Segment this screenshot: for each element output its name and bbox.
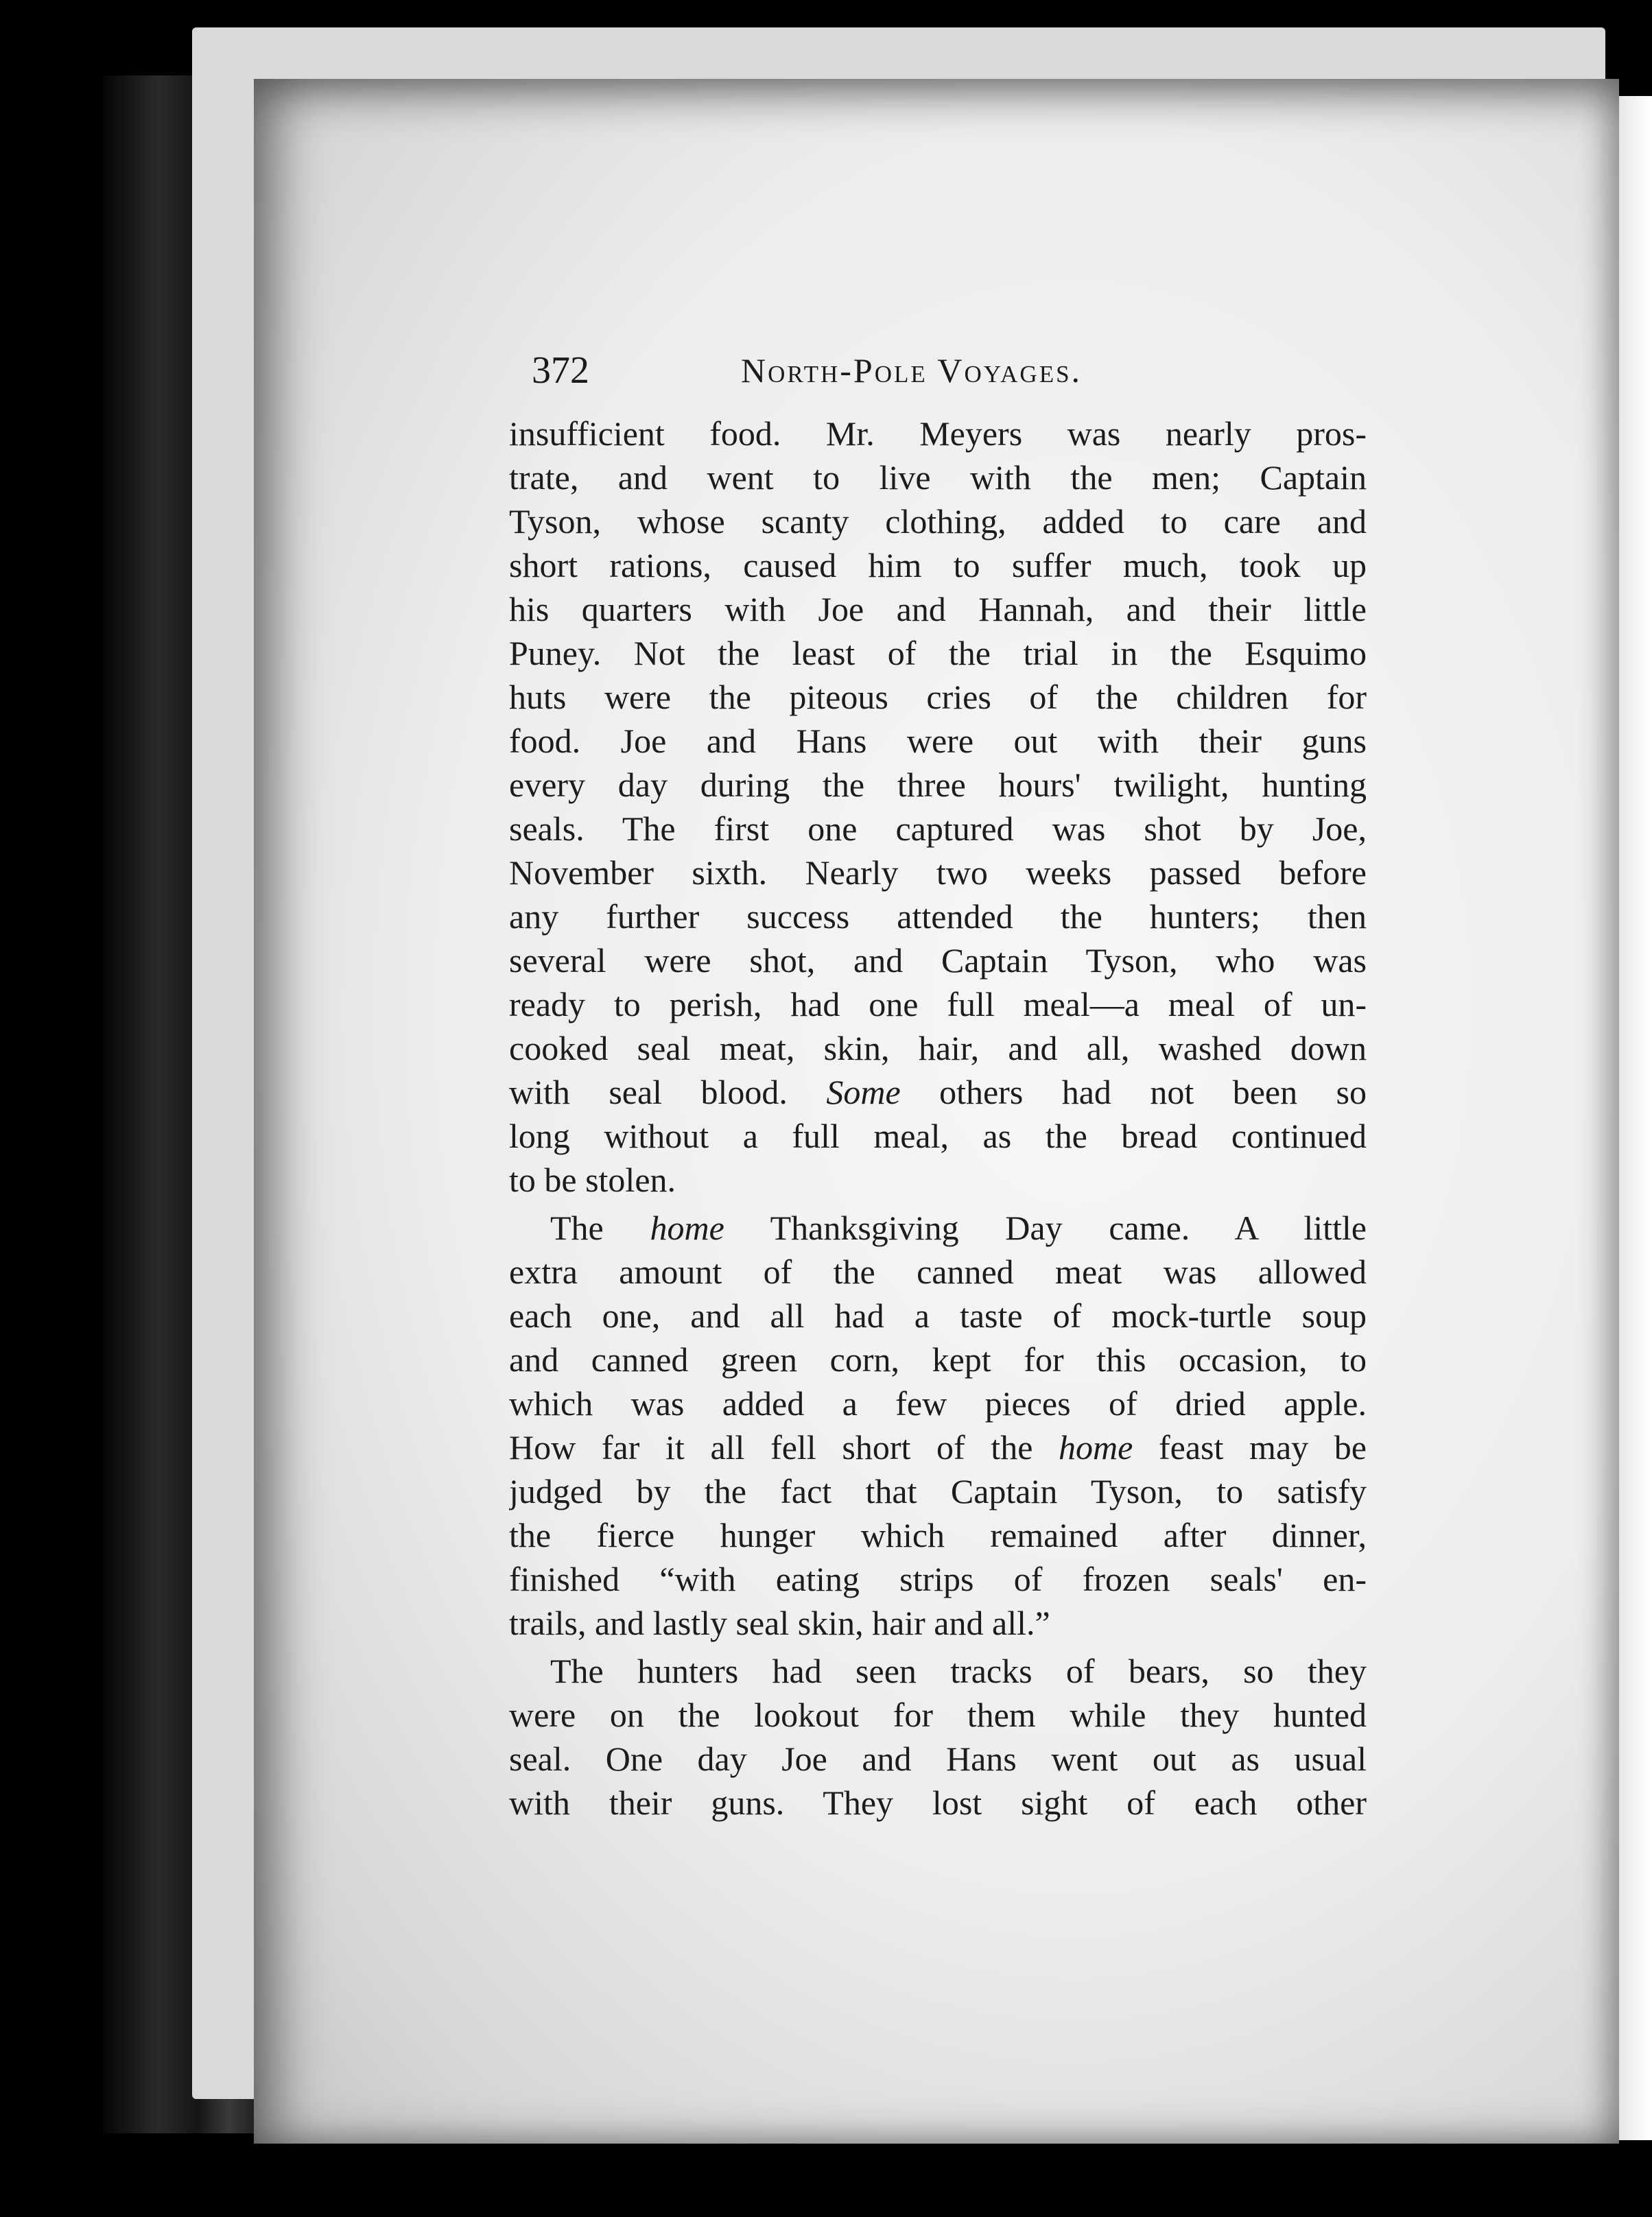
text-line: several were shot, and Captain Tyson, who was (509, 941, 1367, 980)
text-segment: Thanksgiving Day came. A little (724, 1209, 1367, 1247)
text-line: extra amount of the canned meat was allowed (509, 1253, 1367, 1291)
text-line: seal. One day Joe and Hans went out as usual (509, 1740, 1367, 1778)
text-line: any further success attended the hunters; then (509, 897, 1367, 936)
text-line: judged by the fact that Captain Tyson, to satisfy (509, 1472, 1367, 1510)
text-line: trate, and went to live with the men; Captain (509, 458, 1367, 497)
text-line: long without a full meal, as the bread continued (509, 1117, 1367, 1155)
text-line: finished “with eating strips of frozen seals' en- (509, 1560, 1367, 1598)
text-segment: others had not been so (900, 1073, 1367, 1111)
text-line: Puney. Not the least of the trial in the Esquimo (509, 634, 1367, 672)
text-line-with-italic (509, 1206, 1367, 1250)
text-line: each one, and all had a taste of mock-turtle soup (509, 1296, 1367, 1335)
text-line: huts were the piteous cries of the children for (509, 678, 1367, 716)
text-line: November sixth. Nearly two weeks passed before (509, 853, 1367, 892)
italic-word: home (1059, 1428, 1133, 1467)
italic-word: home (650, 1209, 724, 1247)
italic-word: Some (826, 1073, 901, 1111)
text-segment: How far it all fell short of the (509, 1428, 1059, 1467)
text-line: were on the lookout for them while they hunted (509, 1696, 1367, 1734)
text-line-with-italic (509, 1070, 1367, 1114)
text-line: food. Joe and Hans were out with their guns (509, 722, 1367, 760)
running-title: North-Pole Voyages. (741, 351, 1083, 390)
paragraph-2 (509, 1206, 1367, 1645)
text-line: cooked seal meat, skin, hair, and all, washed down (509, 1029, 1367, 1067)
paragraph-3 (509, 1649, 1367, 1825)
text-line: with their guns. They lost sight of each other (509, 1783, 1367, 1822)
text-line: every day during the three hours' twilight, hunting (509, 766, 1367, 804)
text-line: short rations, caused him to suffer much, took up (509, 546, 1367, 584)
running-header (532, 346, 1355, 394)
text-line: his quarters with Joe and Hannah, and their little (509, 590, 1367, 628)
text-line: seals. The first one captured was shot by Joe, (509, 809, 1367, 848)
text-line: insufficient food. Mr. Meyers was nearly pros- (509, 414, 1367, 453)
text-line: to be stolen. (509, 1161, 676, 1199)
text-line: the fierce hunger which remained after dinner, (509, 1516, 1367, 1554)
text-line: and canned green corn, kept for this occasion, to (509, 1340, 1367, 1379)
text-line: which was added a few pieces of dried apple. (509, 1384, 1367, 1423)
text-segment: The (550, 1209, 650, 1247)
page-number: 372 (532, 349, 589, 392)
text-segment: with seal blood. (509, 1073, 827, 1111)
text-line: ready to perish, had one full meal—a meal of un- (509, 985, 1367, 1023)
paragraph-1 (509, 412, 1367, 1202)
text-line: Tyson, whose scanty clothing, added to care and (509, 502, 1367, 541)
text-segment: feast may be (1133, 1428, 1367, 1467)
body-text (509, 412, 1367, 1886)
text-line: trails, and lastly seal skin, hair and all.” (509, 1604, 1050, 1642)
text-line-with-italic (509, 1425, 1367, 1469)
text-line: The hunters had seen tracks of bears, so they (550, 1652, 1367, 1690)
